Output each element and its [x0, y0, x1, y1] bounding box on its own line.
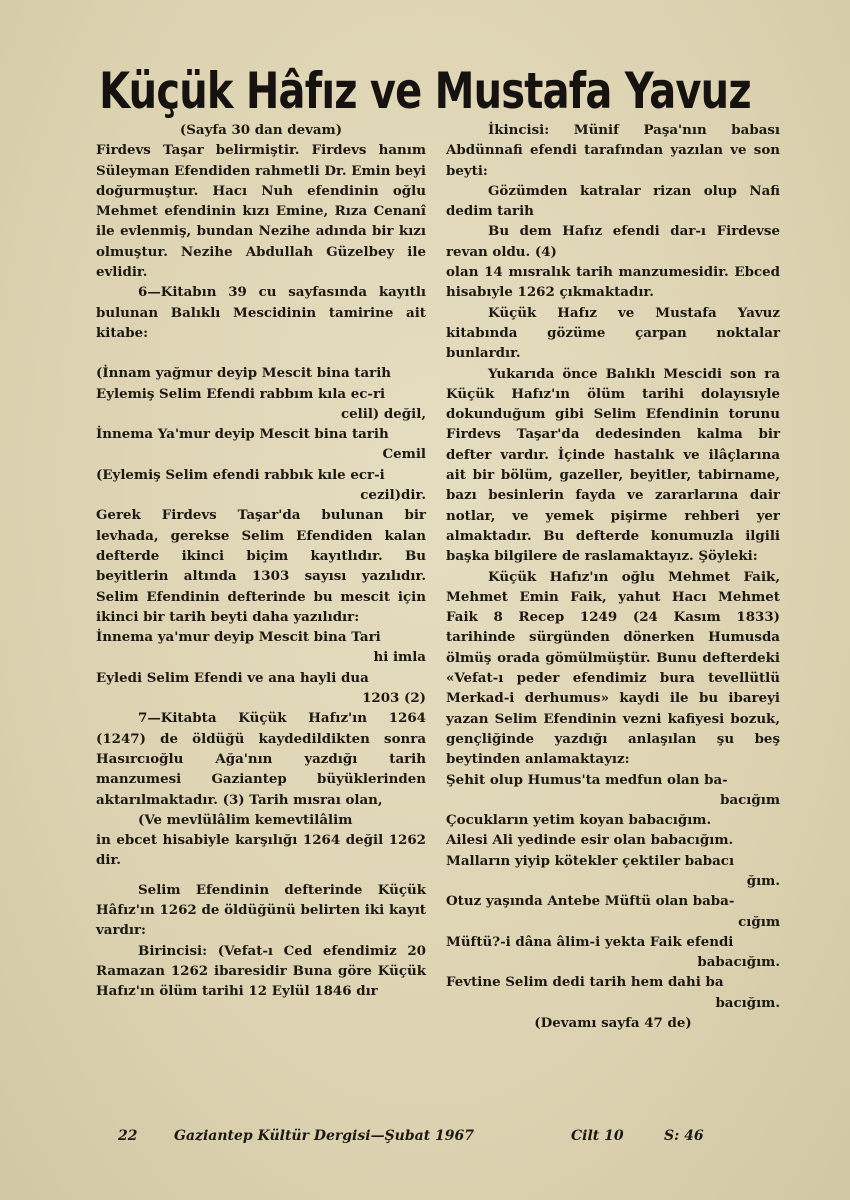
- left-column: [96, 120, 426, 1001]
- paragraph: 6—Kitabın 39 cu sayfasında kayıtlı bulunan Balıklı Mescidinin tamirine ait kitabe:: [96, 284, 426, 341]
- paragraph: 1203 (2): [362, 690, 426, 707]
- paragraph: Ailesi Ali yedinde esir olan babacığım.: [446, 832, 734, 849]
- paragraph: Yukarıda önce Balıklı Mescidi son ra Küçük Hafız'ın ölüm tarihi dolayısıyle dokunduğum gibi Selim Efendinin torunu Firdevs Taşar'da dedesinden kalma bir defter vardır. İçinde hastalık ve ilâçlarına ait bir bölüm, gazeller, beyitler, tabirname, bazı besinlerin fayda ve zararlarına dair notlar, ve yemek pişirme rehberi yer almaktadır. Bu defterde konumuzla ilgili başka bilgilere de raslamaktayız. Şöyleki:: [446, 365, 780, 565]
- right-column: [446, 120, 780, 1033]
- paragraph: Gerek Firdevs Taşar'da bulunan bir levhada, gerekse Selim Efendiden kalan defterde ikinci biçim kayıtlıdır. Bu beyitlerin altında 1303 sayısı yazılıdır. Selim Efendinin defterinde bu mescit için ikinci bir tarih beyti daha yazılıdır:: [96, 507, 426, 625]
- footer-issue: S: 46: [664, 1128, 704, 1144]
- paragraph: hi imla: [373, 649, 426, 666]
- paragraph: (İnnam yağmur deyip Mescit bina tarih: [96, 365, 392, 382]
- paragraph: bacığım.: [715, 994, 780, 1011]
- paragraph: Çocukların yetim koyan babacığım.: [446, 812, 712, 829]
- paragraph: Cemil: [382, 446, 426, 463]
- paragraph: Eylemiş Selim Efendi rabbım kıla ec-ri: [96, 385, 386, 402]
- paragraph: Birincisi: (Vefat-ı Ced efendimiz 20 Ramazan 1262 ibaresidir Buna göre Küçük Hafız'ın ölüm tarihi 12 Eylül 1846 dır: [96, 942, 426, 1000]
- paragraph: babacığım.: [697, 954, 780, 971]
- article-title: Küçük Hâfız ve Mustafa Yavuz: [99, 62, 751, 120]
- paragraph: (Devamı sayfa 47 de): [534, 1015, 692, 1032]
- paragraph: Eyledi Selim Efendi ve ana hayli dua: [96, 669, 369, 686]
- paragraph: ğım.: [746, 872, 780, 889]
- paragraph: (Sayfa 30 dan devam): [179, 122, 343, 138]
- footer-volume: Cilt 10: [571, 1128, 624, 1144]
- paragraph: Müftü?-i dâna âlim-i yekta Faik efendi: [446, 933, 734, 950]
- paragraph: Şehit olup Humus'ta medfun olan ba-: [446, 771, 728, 788]
- paragraph: İnnema Ya'mur deyip Mescit bina tarih: [96, 426, 389, 443]
- paragraph: cezil)dir.: [360, 487, 426, 504]
- paragraph: in ebcet hisabiyle karşılığı 1264 değil 1262 dir.: [96, 832, 426, 869]
- paragraph: Selim Efendinin defterinde Küçük Hâfız'ın 1262 de öldüğünü belirten iki kayıt vardır:: [96, 881, 426, 939]
- spacer: [96, 343, 426, 363]
- footer-magazine: Gaziantep Kültür Dergisi—Şubat 1967: [174, 1128, 475, 1144]
- paragraph: 7—Kitabta Küçük Hafız'ın 1264 (1247) de öldüğü kaydedildikten sonra Hasırcıoğlu Ağa'nın yazdığı tarih manzumesi Gaziantep büyüklerinden aktarılmaktadır. (3) Tarih mısraı olan,: [96, 710, 426, 808]
- paragraph: celil) değil,: [340, 405, 426, 422]
- paragraph: Küçük Hafız'ın oğlu Mehmet Faik, Mehmet Emin Faik, yahut Hacı Mehmet Faik 8 Recep 1249 (24 Kasım 1833) tarihinde sürgünden dönerken Humusda ölmüş orada gömülmüştür. Bunu defterdeki «Vefat-ı peder efendimiz bura tevellütlü Merkad-i derhumus» kaydi ile bu ibareyi yazan Selim Efendinin vezni kafiyesi bozuk, gençliğinde yazdığı anlaşılan şu beş beytinden anlamaktayız:: [446, 568, 780, 768]
- paragraph: bacığım: [720, 791, 780, 808]
- paragraph: olan 14 mısralık tarih manzumesidir. Ebced hisabıyle 1262 çıkmaktadır.: [446, 264, 780, 301]
- paragraph: Bu dem Hafız efendi dar-ı Firdevse revan oldu. (4): [446, 223, 780, 260]
- paragraph: Gözümden katralar rizan olup Nafi dedim tarih: [446, 182, 780, 220]
- paragraph: Küçük Hafız ve Mustafa Yavuz kitabında gözüme çarpan noktalar bunlardır.: [446, 304, 780, 362]
- paragraph: Malların yiyip kötekler çektiler babacı: [446, 852, 735, 869]
- paragraph: Otuz yaşında Antebe Müftü olan baba-: [446, 893, 735, 910]
- paragraph: cığım: [738, 913, 780, 930]
- paragraph: (Eylemiş Selim efendi rabbık kıle ecr-i: [96, 466, 385, 483]
- paragraph: İnnema ya'mur deyip Mescit bina Tari: [96, 629, 381, 646]
- paragraph: Firdevs Taşar belirmiştir. Firdevs hanım Süleyman Efendiden rahmetli Dr. Emin beyi doğurmuştur. Hacı Nuh efendinin oğlu Mehmet efendinin kızı Emine, Rıza Cenanî ile evlenmiş, bundan Nezihe adında bir kızı olmuştur. Nezihe Abdullah Güzelbey ile evlidir.: [96, 142, 426, 281]
- paragraph: İkincisi: Münif Paşa'nın babası Abdünnafi efendi tarafından yazılan ve son beyti:: [446, 122, 780, 179]
- footer-page-number: 22: [118, 1128, 138, 1144]
- paragraph: (Ve mevlülâlim kemevtilâlim: [138, 811, 353, 828]
- paragraph: Fevtine Selim dedi tarih hem dahi ba: [446, 974, 724, 991]
- spacer: [96, 871, 426, 880]
